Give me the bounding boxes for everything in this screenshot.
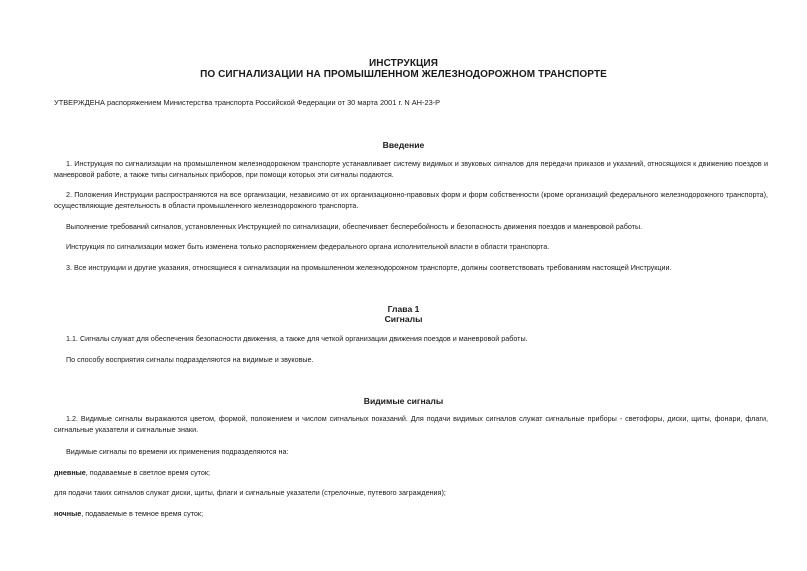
night-signals-line <box>54 508 768 519</box>
day-signals-text: , подаваемые в светлое время суток; <box>85 468 211 477</box>
visible-paragraph-1: 1.2. Видимые сигналы выражаются цветом, формой, положением и числом сигнальных показаний. Для подачи видимых сигналов служат сигнальные приборы - светофоры, диски, щиты, фонари, флаги, сигнальные указатели и сигнальные знаки. <box>54 414 768 434</box>
intro-paragraph-2: 2. Положения Инструкции распространяются на все организации, независимо от их организационно-правовых форм и форм собственности (кроме организаций федерального железнодорожного транспорта), осуществляющие деятельность в области промышленного железнодорожного транспорта. <box>54 190 768 210</box>
chapter-paragraph-1: 1.1. Сигналы служат для обеспечения безопасности движения, а также для четкой организации движения поездов и маневровой работы. <box>66 334 528 343</box>
intro-paragraph-1: 1. Инструкция по сигнализации на промышленном железнодорожном транспорте устанавливает систему видимых и звуковых сигналов для передачи приказов и указаний, относящихся к движению поездов и маневровой работе, а также типы сигнальных приборов, при помощи которых эти сигналы подаются. <box>54 159 768 179</box>
document-subtitle: ПО СИГНАЛИЗАЦИИ НА ПРОМЫШЛЕННОМ ЖЕЛЕЗНОДОРОЖНОМ ТРАНСПОРТЕ <box>200 69 607 80</box>
intro-heading: Введение <box>382 140 425 150</box>
intro-paragraph-5: 3. Все инструкции и другие указания, относящиеся к сигнализации на промышленном железнодорожном транспорте, должны соответствовать требованиям настоящей Инструкции. <box>66 263 672 272</box>
approval-line: УТВЕРЖДЕНА распоряжением Министерства транспорта Российской Федерации от 30 марта 2001 г. N АН-23-Р <box>54 98 441 107</box>
night-signals-text: , подаваемые в темное время суток; <box>81 509 204 518</box>
visible-signals-heading: Видимые сигналы <box>363 396 444 406</box>
visible-paragraph-3: для подачи таких сигналов служат диски, щиты, флаги и сигнальные указатели (стрелочные, путевого заграждения); <box>54 488 446 497</box>
intro-paragraph-3: Выполнение требований сигналов, установленных Инструкцией по сигнализации, обеспечивает бесперебойность и безопасность движения поездов и маневровой работы. <box>66 222 643 231</box>
intro-paragraph-4: Инструкция по сигнализации может быть изменена только распоряжением федерального органа исполнительной власти в области транспорта. <box>66 242 550 251</box>
document-title: ИНСТРУКЦИЯ <box>368 58 439 69</box>
day-signals-term: дневные <box>54 468 86 477</box>
visible-paragraph-2: Видимые сигналы по времени их применения подразделяются на: <box>66 447 289 456</box>
chapter-paragraph-2: По способу восприятия сигналы подразделяются на видимые и звуковые. <box>66 355 314 364</box>
night-signals-term: ночные <box>54 509 82 518</box>
chapter-number: Глава 1 <box>387 304 420 314</box>
chapter-title: Сигналы <box>384 314 423 324</box>
day-signals-line <box>54 467 768 478</box>
